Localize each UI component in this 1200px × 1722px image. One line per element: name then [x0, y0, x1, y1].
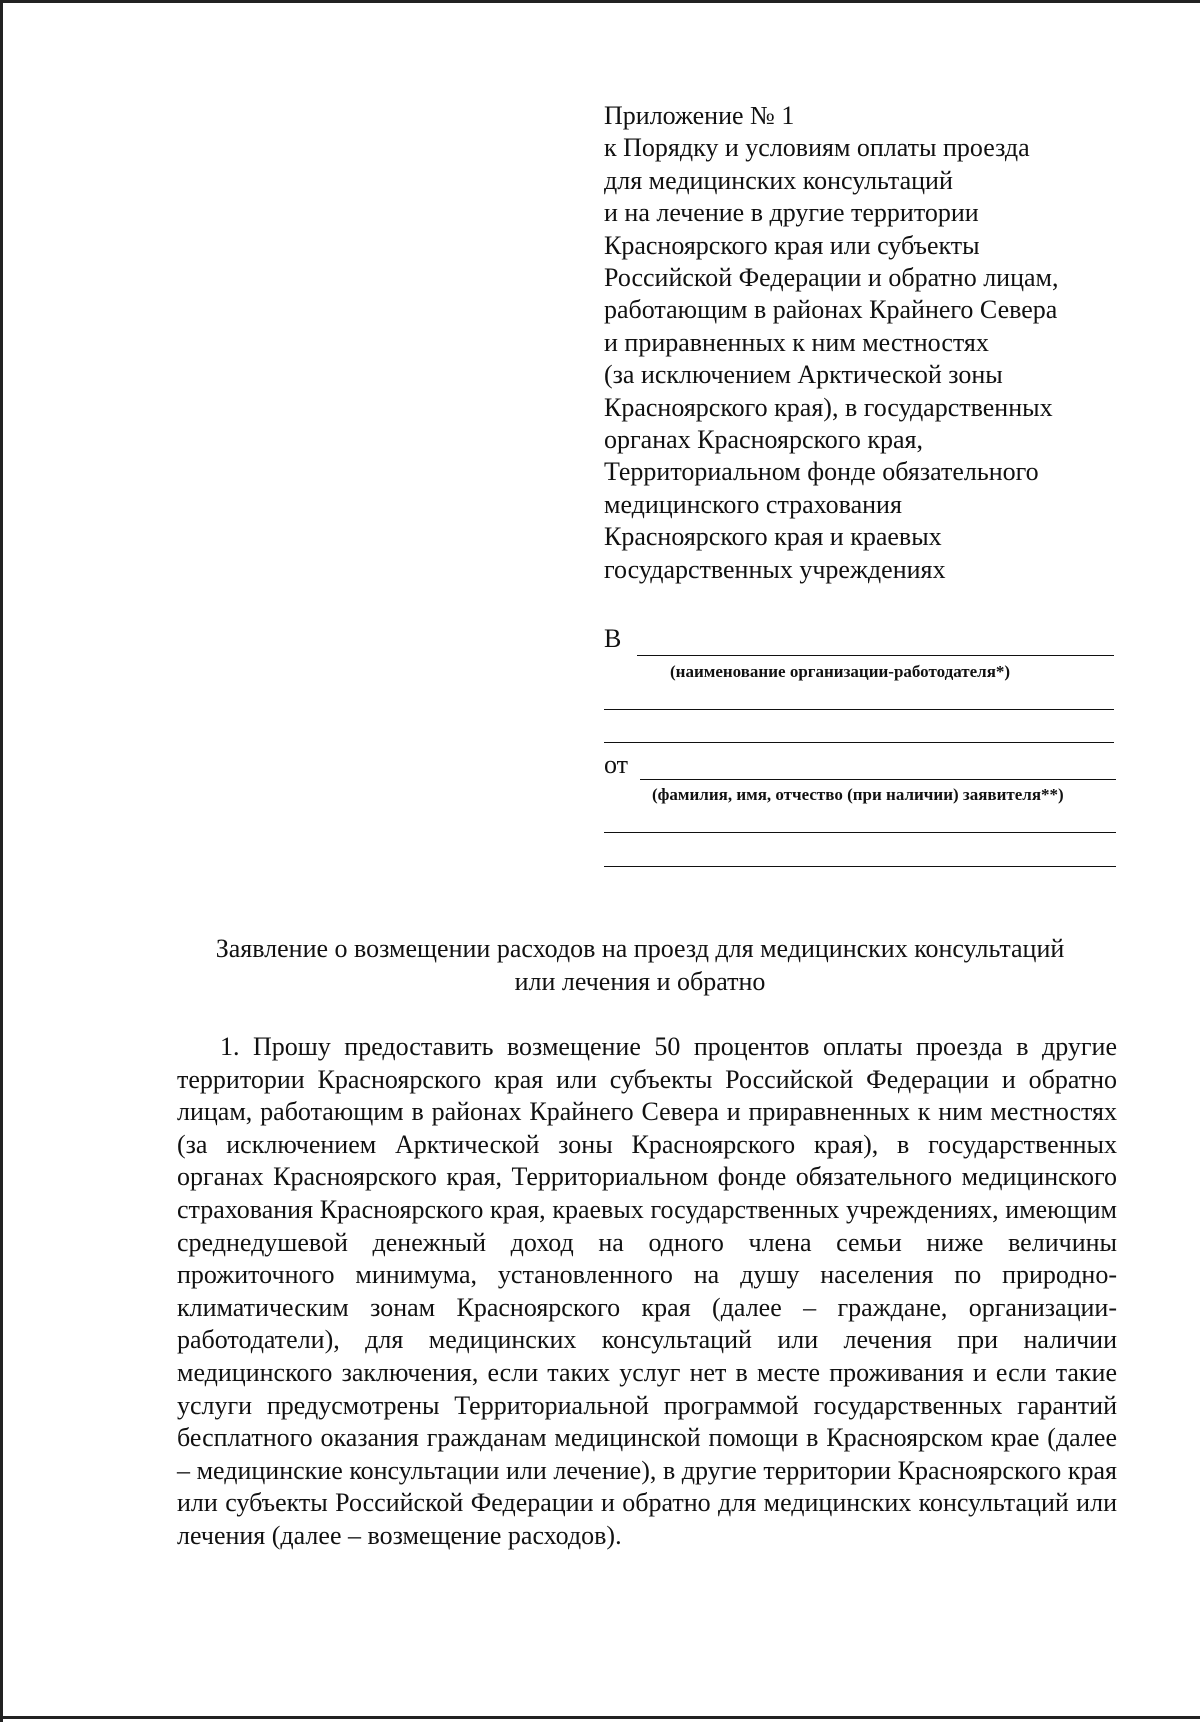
employer-name-line-3[interactable] [604, 742, 1114, 743]
document-title-line-2: или лечения и обратно [514, 967, 766, 996]
document-title-line-1: Заявление о возмещении расходов на проезд для медицинских консультаций [215, 934, 1065, 963]
annex-line: государственных учреждениях [604, 554, 946, 584]
employer-name-line-2[interactable] [604, 709, 1114, 710]
page-border-top [0, 0, 1200, 3]
annex-line: медицинского страхования [604, 489, 902, 519]
annex-line: Территориальном фонде обязательного [604, 457, 1039, 487]
employer-field-prefix: В [604, 624, 622, 653]
annex-line: органах Красноярского края, [604, 425, 923, 455]
annex-line: работающим в районах Крайнего Севера [604, 295, 1058, 325]
body-paragraph-1: 1. Прошу предоставить возмещение 50 процентов оплаты проезда в другие территории Красноярского края или субъекты Российской Федерации и обратно лицам, работающим в районах Крайнего Севера и приравненных к ним местностях (за исключением Арктической зоны Красноярского края), в государственных органах Красноярского края, Территориальном фонде обязательного медицинского страхования Красноярского края, краевых государственных учреждениях, имеющим среднедушевой денежный доход на одного члена семьи ниже величины прожиточного минимума, установленного на душу населения по природно-климатическим зонам Красноярского края (далее – граждане, организации-работодатели), для медицинских консультаций или лечения при наличии медицинского заключения, если таких услуг нет в месте проживания и если такие услуги предусмотрены Территориальной программой государственных гарантий бесплатного оказания гражданам медицинской помощи в Красноярском крае (далее – медицинские консультации или лечение), в другие территории Красноярского края или субъекты Российской Федерации и обратно для медицинских консультаций или лечения (далее – возмещение расходов). [177, 1032, 1117, 1550]
annex-line: и на лечение в другие территории [604, 198, 979, 228]
annex-line: для медицинских консультаций [604, 165, 953, 195]
annex-line: Российской Федерации и обратно лицам, [604, 263, 1059, 293]
applicant-name-line-3[interactable] [604, 866, 1116, 867]
annex-header [604, 100, 1124, 586]
applicant-name-line[interactable] [640, 779, 1116, 780]
employer-field-caption: (наименование организации-работодателя*) [670, 662, 1011, 681]
applicant-field-caption: (фамилия, имя, отчество (при наличии) заявителя**) [652, 785, 1064, 804]
annex-line: к Порядку и условиям оплаты проезда [604, 133, 1030, 163]
applicant-field-prefix: от [604, 750, 629, 779]
annex-line: Красноярского края), в государственных [604, 392, 1053, 422]
applicant-name-line-2[interactable] [604, 832, 1116, 833]
annex-line: Приложение № 1 [604, 101, 795, 130]
document-title [150, 932, 1130, 998]
annex-line: и приравненных к ним местностях [604, 327, 989, 357]
annex-line: Красноярского края и краевых [604, 522, 942, 552]
page-border-bottom [0, 1716, 1200, 1719]
employer-name-line[interactable] [637, 655, 1114, 656]
annex-line: (за исключением Арктической зоны [604, 360, 1003, 390]
annex-line: Красноярского края или субъекты [604, 230, 980, 260]
page-border-left [0, 0, 3, 1722]
